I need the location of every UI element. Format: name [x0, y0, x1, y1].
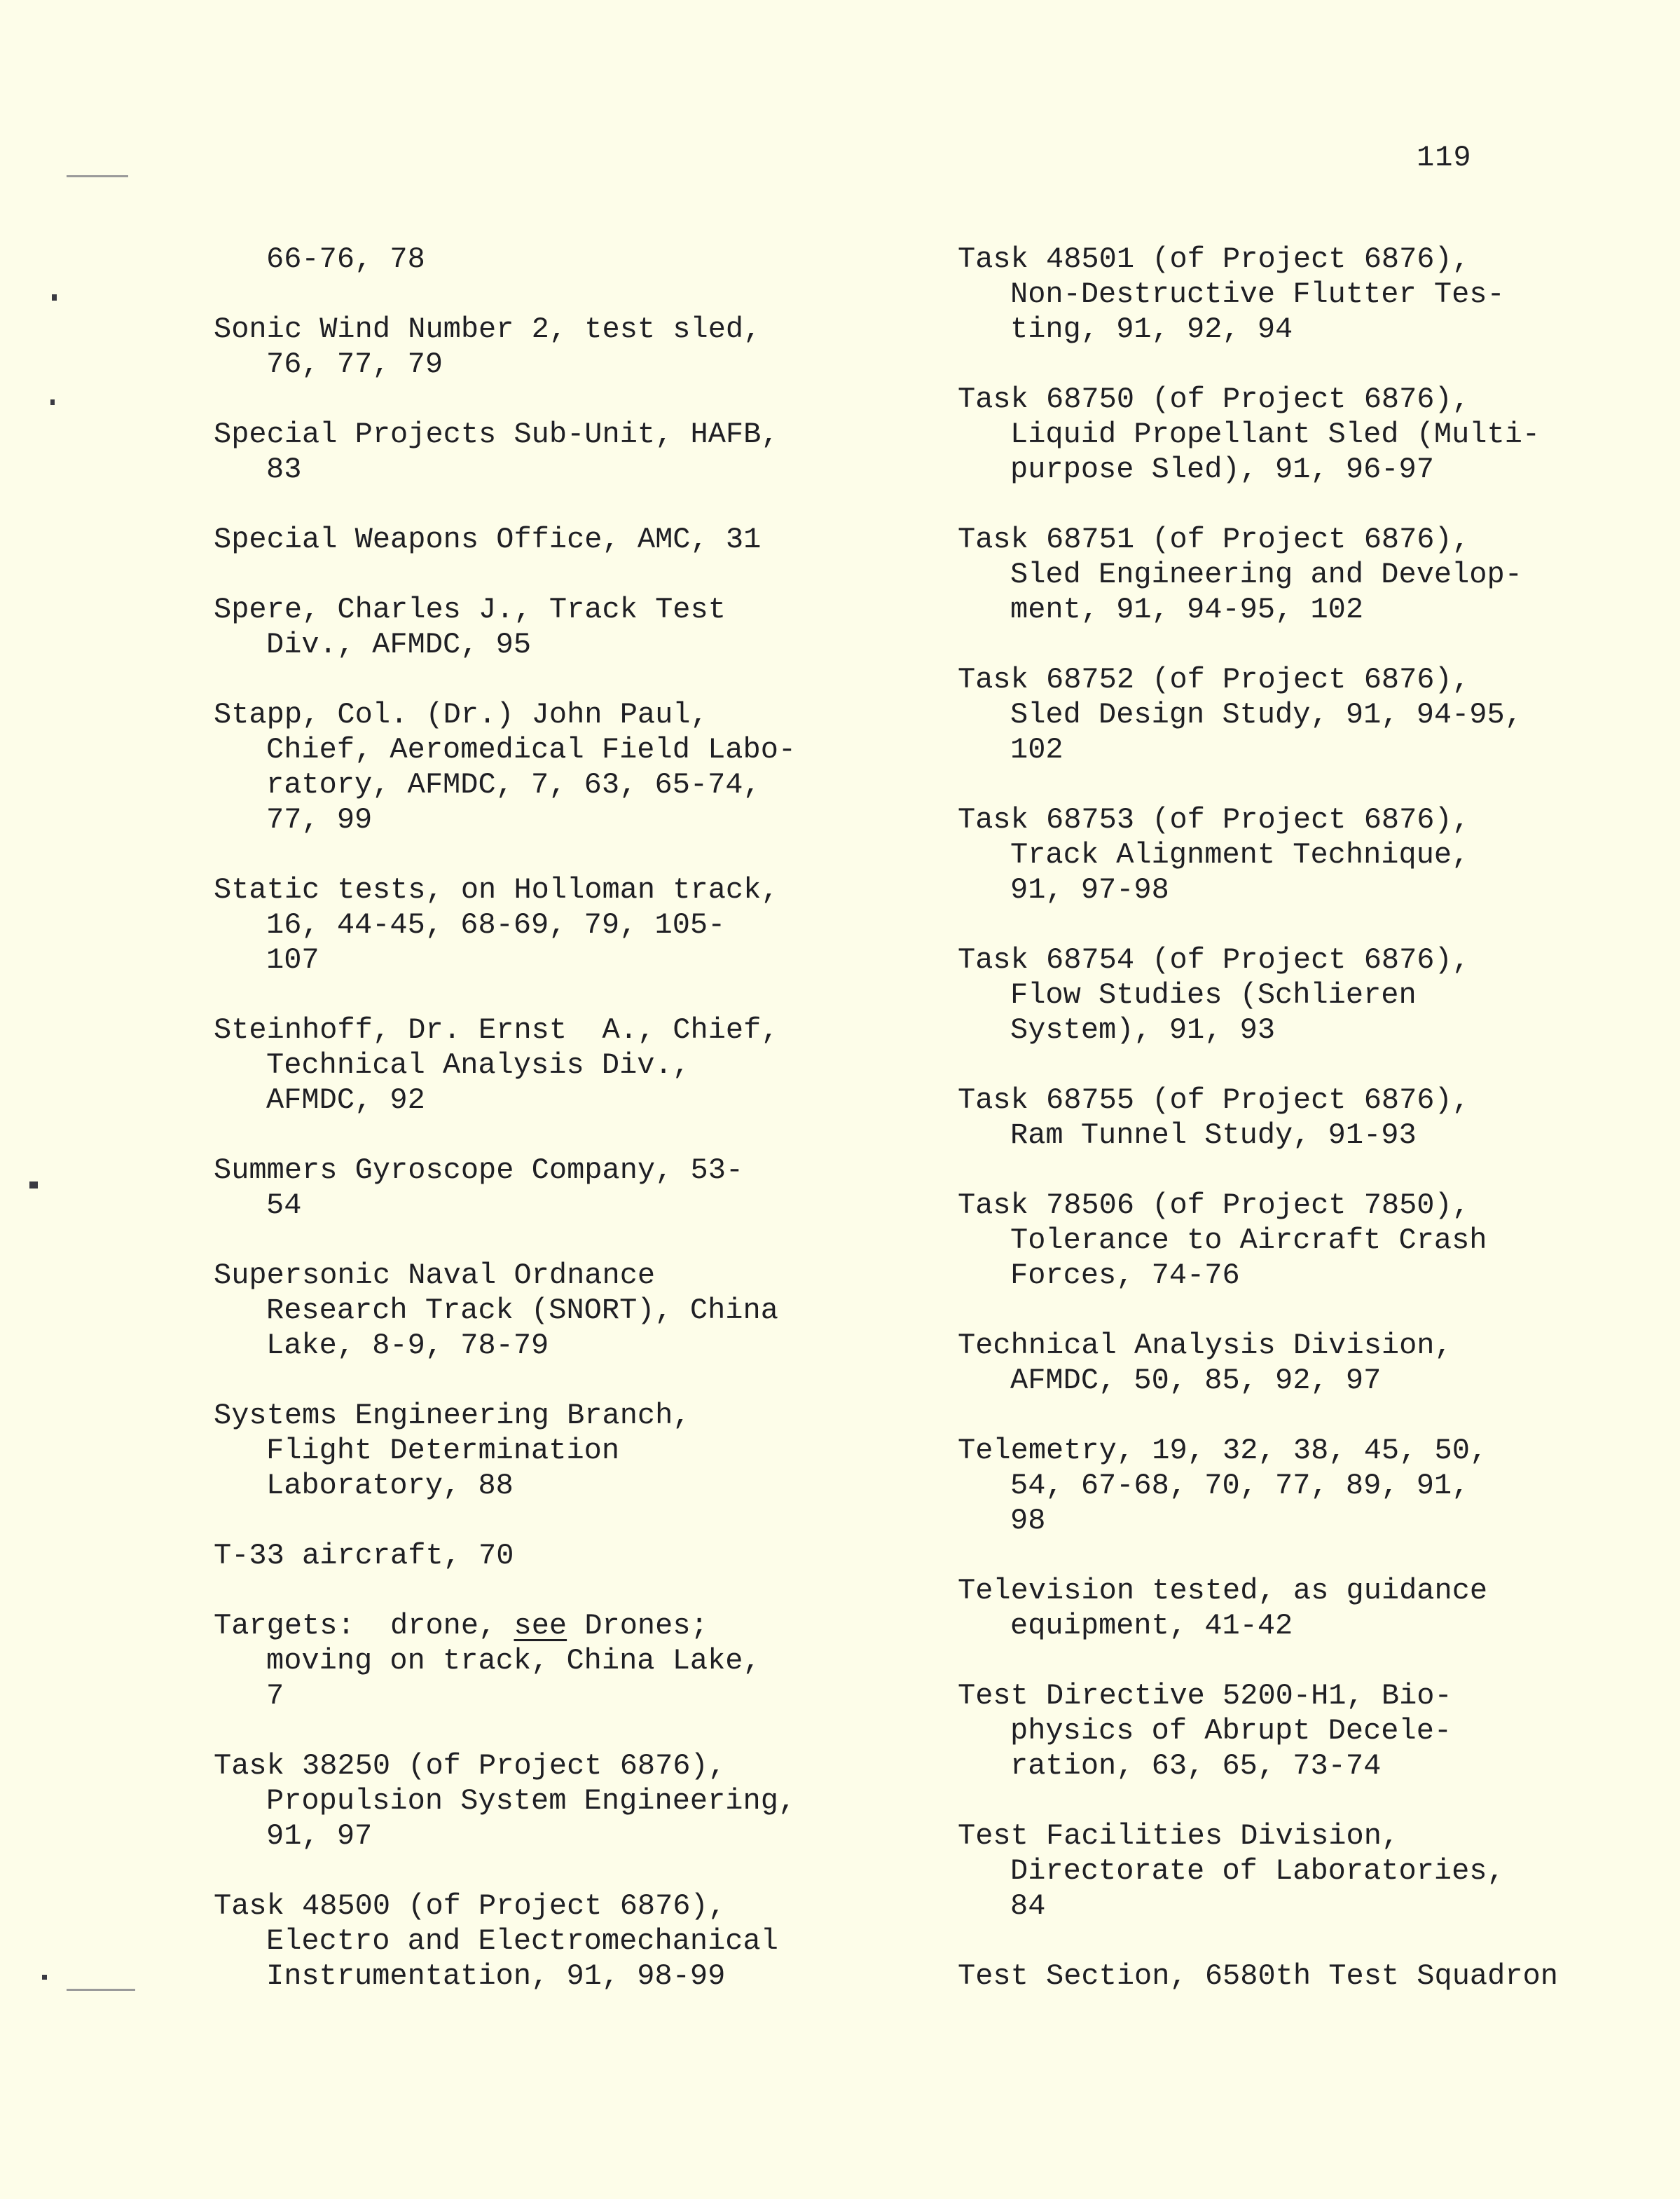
index-entry-line: Steinhoff, Dr. Ernst A., Chief, [214, 1013, 779, 1047]
index-entry-line: Task 68755 (of Project 6876), [958, 1083, 1470, 1117]
index-entry-line: Lake, 8-9, 78-79 [266, 1329, 549, 1362]
entry-spacer [958, 1153, 1588, 1188]
index-entry-line: AFMDC, 50, 85, 92, 97 [1010, 1364, 1382, 1397]
index-entry-line: Laboratory, 88 [266, 1469, 514, 1502]
index-entry [958, 943, 1588, 1048]
index-entry-line [214, 1608, 816, 1643]
index-entry-line: Systems Engineering Branch, [214, 1399, 691, 1432]
index-entry [214, 1608, 816, 1713]
index-entry-line: Task 68750 (of Project 6876), [958, 383, 1470, 416]
index-entry-line: Directorate of Laboratories, [1010, 1854, 1505, 1888]
index-entry-line: Flow Studies (Schlieren [1010, 978, 1417, 1012]
index-entry-line: Instrumentation, 91, 98-99 [266, 1959, 726, 1993]
index-entry [214, 1538, 816, 1573]
index-entry-line: 54, 67-68, 70, 77, 89, 91, [1010, 1469, 1470, 1502]
index-entry-line: Task 48501 (of Project 6876), [958, 242, 1470, 276]
entry-spacer [958, 347, 1588, 382]
see-reference: see [514, 1609, 567, 1643]
entry-spacer [214, 1223, 816, 1258]
entry-spacer [214, 978, 816, 1013]
index-entry [214, 1398, 816, 1503]
entry-spacer [958, 1398, 1588, 1433]
entry-spacer [214, 277, 816, 312]
bottom-left-edge-mark [67, 1989, 135, 1991]
index-entry [214, 1889, 816, 1994]
index-column-left [214, 242, 816, 1994]
index-entry-line: Summers Gyroscope Company, 53- [214, 1153, 744, 1187]
index-entry-line: Research Track (SNORT), China [266, 1294, 778, 1327]
index-entry-line: AFMDC, 92 [266, 1083, 425, 1117]
index-entry-line: ting, 91, 92, 94 [1010, 313, 1293, 346]
index-entry-line: 83 [266, 453, 302, 486]
index-entry-line: 16, 44-45, 68-69, 79, 105- [266, 908, 726, 942]
index-entry [214, 242, 816, 277]
entry-spacer [958, 1924, 1588, 1959]
index-entry [214, 312, 816, 382]
entry-text: Drones; [567, 1609, 708, 1643]
index-entry [958, 1678, 1588, 1783]
index-entry-line: Spere, Charles J., Track Test [214, 593, 726, 626]
index-entry-line: Propulsion System Engineering, [266, 1784, 797, 1818]
index-entry-line: 107 [266, 943, 319, 977]
index-entry-line: ratory, AFMDC, 7, 63, 65-74, [266, 768, 761, 802]
entry-spacer [958, 487, 1588, 522]
entry-spacer [214, 557, 816, 592]
index-entry-line: Special Projects Sub-Unit, HAFB, [214, 418, 779, 451]
page-number: 119 [1417, 141, 1472, 174]
index-entry [958, 1433, 1588, 1538]
entry-spacer [214, 837, 816, 872]
index-entry-line: Ram Tunnel Study, 91-93 [1010, 1118, 1417, 1152]
entry-spacer [214, 1573, 816, 1608]
index-entry [214, 1748, 816, 1854]
index-entry [958, 1959, 1588, 1994]
index-entry [958, 382, 1588, 487]
entry-text: Targets: drone, [214, 1609, 514, 1643]
index-entry-line: Test Section, 6580th Test Squadron [958, 1959, 1558, 1993]
index-entry-line: Tolerance to Aircraft Crash [1010, 1224, 1487, 1257]
index-entry-line: Electro and Electromechanical [266, 1924, 778, 1958]
index-entry-line: moving on track, China Lake, [266, 1644, 761, 1678]
index-entry-line: Test Directive 5200-H1, Bio- [958, 1679, 1452, 1713]
index-entry-line: Task 68753 (of Project 6876), [958, 803, 1470, 837]
index-entry-line: Chief, Aeromedical Field Labo- [266, 733, 797, 767]
index-entry [958, 1328, 1588, 1398]
index-entry-line: purpose Sled), 91, 96-97 [1010, 453, 1434, 486]
entry-spacer [958, 1643, 1588, 1678]
index-entry-line: Special Weapons Office, AMC, 31 [214, 523, 762, 556]
entry-spacer [214, 1363, 816, 1398]
entry-spacer [214, 1503, 816, 1538]
index-entry-line: Telemetry, 19, 32, 38, 45, 50, [958, 1434, 1488, 1467]
index-entry-line: Television tested, as guidance [958, 1574, 1488, 1608]
margin-dot [29, 1181, 38, 1188]
top-left-edge-mark [67, 175, 128, 177]
index-entry [958, 1188, 1588, 1293]
index-column-right [958, 242, 1588, 1994]
entry-spacer [958, 1293, 1588, 1328]
entry-spacer [214, 487, 816, 522]
index-entry-line: Technical Analysis Div., [266, 1048, 690, 1082]
index-entry-line: Task 68751 (of Project 6876), [958, 523, 1470, 556]
index-entry-line: Stapp, Col. (Dr.) John Paul, [214, 698, 708, 732]
entry-spacer [214, 1713, 816, 1748]
entry-spacer [958, 1538, 1588, 1573]
index-entry-line: Non-Destructive Flutter Tes- [1010, 278, 1505, 311]
index-entry-line: Forces, 74-76 [1010, 1259, 1240, 1292]
entry-spacer [958, 767, 1588, 802]
index-entry-line: 7 [266, 1679, 284, 1713]
index-entry-line: 98 [1010, 1504, 1046, 1537]
entry-spacer [214, 1118, 816, 1153]
index-entry-line: Sled Engineering and Develop- [1010, 558, 1522, 591]
index-entry [958, 662, 1588, 767]
index-entry [214, 1013, 816, 1118]
index-entry-line: Flight Determination [266, 1434, 620, 1467]
index-entry-line: T-33 aircraft, 70 [214, 1539, 514, 1573]
index-entry-line: 76, 77, 79 [266, 348, 443, 381]
index-entry-line: Track Alignment Technique, [1010, 838, 1470, 872]
index-entry-line: physics of Abrupt Decele- [1010, 1714, 1452, 1748]
index-entry-line: Task 48500 (of Project 6876), [214, 1889, 726, 1923]
index-entry-line: 91, 97-98 [1010, 873, 1169, 907]
index-entry-line: 54 [266, 1188, 302, 1222]
index-entry-line: Task 78506 (of Project 7850), [958, 1188, 1470, 1222]
index-entry-line: System), 91, 93 [1010, 1013, 1276, 1047]
index-entry-line: Sonic Wind Number 2, test sled, [214, 313, 762, 346]
index-entry [958, 1573, 1588, 1643]
entry-spacer [958, 907, 1588, 943]
index-entry [214, 872, 816, 978]
index-entry-line: Task 68752 (of Project 6876), [958, 663, 1470, 697]
entry-spacer [214, 382, 816, 417]
index-entry [214, 522, 816, 557]
index-entry-line: Technical Analysis Division, [958, 1329, 1452, 1362]
index-entry [214, 592, 816, 662]
index-entry-line: Test Facilities Division, [958, 1819, 1400, 1853]
index-entry-line: Div., AFMDC, 95 [266, 628, 532, 662]
index-entry [214, 417, 816, 487]
index-entry [958, 242, 1588, 347]
entry-spacer [958, 627, 1588, 662]
margin-dot [50, 399, 55, 405]
index-entry-line: Supersonic Naval Ordnance [214, 1259, 656, 1292]
index-entry [958, 802, 1588, 907]
entry-spacer [958, 1048, 1588, 1083]
index-entry-line: 91, 97 [266, 1819, 373, 1853]
index-entry-line: Sled Design Study, 91, 94-95, [1010, 698, 1522, 732]
index-entry [958, 1818, 1588, 1924]
index-entry-line: 84 [1010, 1889, 1046, 1923]
margin-dot [52, 294, 57, 301]
margin-dot [42, 1975, 47, 1980]
index-entry [958, 522, 1588, 627]
index-entry-line: equipment, 41-42 [1010, 1609, 1293, 1643]
index-entry [214, 1153, 816, 1223]
index-entry-line: Task 68754 (of Project 6876), [958, 943, 1470, 977]
index-entry-line: Static tests, on Holloman track, [214, 873, 779, 907]
index-entry [214, 1258, 816, 1363]
index-entry-line: ment, 91, 94-95, 102 [1010, 593, 1364, 626]
index-entry-line: 66-76, 78 [266, 242, 425, 276]
index-entry-line: Liquid Propellant Sled (Multi- [1010, 418, 1541, 451]
index-entry-line: 77, 99 [266, 803, 373, 837]
index-entry-line: Task 38250 (of Project 6876), [214, 1749, 726, 1783]
index-entry-line: 102 [1010, 733, 1063, 767]
index-entry-line: ration, 63, 65, 73-74 [1010, 1749, 1382, 1783]
entry-spacer [214, 1854, 816, 1889]
entry-spacer [958, 1783, 1588, 1818]
index-entry [958, 1083, 1588, 1153]
entry-spacer [214, 662, 816, 697]
index-entry [214, 697, 816, 837]
